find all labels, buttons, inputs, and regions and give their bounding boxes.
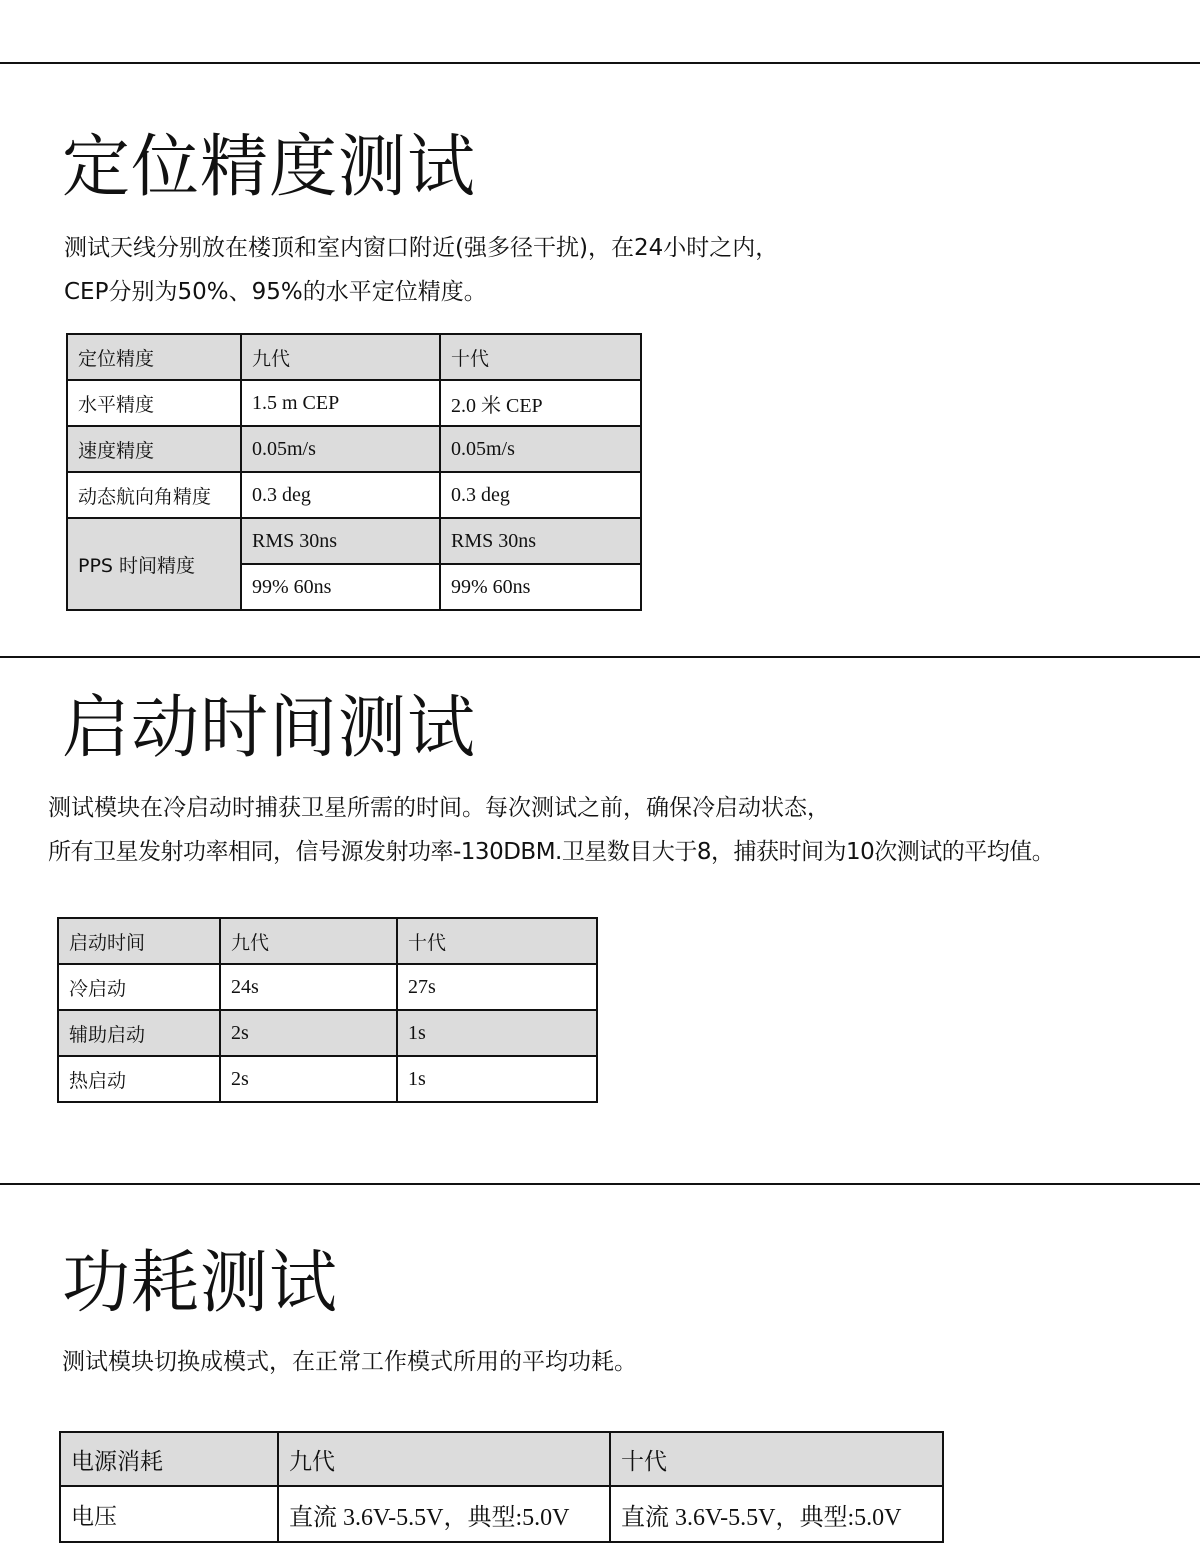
description-line: 测试模块切换成模式，在正常工作模式所用的平均功耗。: [62, 1349, 637, 1375]
table-header-row: [60, 1432, 943, 1486]
header-cell: 十代: [440, 334, 641, 380]
table-cell: 2s: [220, 1010, 397, 1056]
positioning-accuracy-table: [66, 333, 642, 611]
table-cell: 1.5 m CEP: [241, 380, 440, 426]
table-cell: 直流 3.6V-5.5V，典型:5.0V: [278, 1486, 610, 1542]
description-line: 测试天线分别放在楼顶和室内窗口附近(强多径干扰)，在24小时之内，: [64, 235, 779, 261]
table-row: [67, 380, 641, 426]
table-cell: 1s: [397, 1056, 597, 1102]
table-row: [67, 472, 641, 518]
table-cell: 0.3 deg: [440, 472, 641, 518]
table-row: [58, 964, 597, 1010]
table-cell: 0.05m/s: [440, 426, 641, 472]
table-cell: 2s: [220, 1056, 397, 1102]
row-label: 热启动: [58, 1056, 220, 1102]
section-divider-top: [0, 62, 1200, 64]
startup-time-table: [57, 917, 598, 1103]
table-cell: 0.3 deg: [241, 472, 440, 518]
section-description: [48, 786, 1054, 874]
section-title: 功耗测试: [62, 1244, 339, 1323]
description-line: 测试模块在冷启动时捕获卫星所需的时间。每次测试之前，确保冷启动状态，: [48, 795, 830, 821]
section-description: [62, 1340, 637, 1384]
table-header-row: [67, 334, 641, 380]
section-divider-2: [0, 1183, 1200, 1185]
table-cell: RMS 30ns: [241, 518, 440, 564]
table-cell: 0.05m/s: [241, 426, 440, 472]
table-cell: 27s: [397, 964, 597, 1010]
table-row: [67, 518, 641, 564]
header-cell: 九代: [220, 918, 397, 964]
section-title: 启动时间测试: [62, 689, 477, 768]
header-cell: 电源消耗: [60, 1432, 278, 1486]
table-cell: 24s: [220, 964, 397, 1010]
description-line: 所有卫星发射功率相同，信号源发射功率-130DBM.卫星数目大于8，捕获时间为10次测试的平均值。: [48, 839, 1055, 865]
power-consumption-table: [59, 1431, 944, 1543]
table-cell: 2.0 米 CEP: [440, 380, 641, 426]
header-cell: 十代: [610, 1432, 943, 1486]
header-cell: 定位精度: [67, 334, 241, 380]
row-label: 电压: [60, 1486, 278, 1542]
header-cell: 九代: [241, 334, 440, 380]
row-label: 冷启动: [58, 964, 220, 1010]
row-label-merged: PPS 时间精度: [67, 518, 241, 610]
section-description: [64, 226, 778, 314]
section-divider-1: [0, 656, 1200, 658]
table-cell: RMS 30ns: [440, 518, 641, 564]
row-label: 辅助启动: [58, 1010, 220, 1056]
row-label: 速度精度: [67, 426, 241, 472]
row-label: 水平精度: [67, 380, 241, 426]
header-cell: 启动时间: [58, 918, 220, 964]
section-title: 定位精度测试: [62, 128, 477, 207]
table-cell: 直流 3.6V-5.5V，典型:5.0V: [610, 1486, 943, 1542]
header-cell: 十代: [397, 918, 597, 964]
table-row: [67, 426, 641, 472]
table-row: [60, 1486, 943, 1542]
table-row: [58, 1010, 597, 1056]
description-line: CEP分别为50%、95%的水平定位精度。: [64, 279, 487, 305]
table-row: [58, 1056, 597, 1102]
table-cell: 99% 60ns: [241, 564, 440, 610]
header-cell: 九代: [278, 1432, 610, 1486]
table-header-row: [58, 918, 597, 964]
table-cell: 99% 60ns: [440, 564, 641, 610]
row-label: 动态航向角精度: [67, 472, 241, 518]
table-cell: 1s: [397, 1010, 597, 1056]
